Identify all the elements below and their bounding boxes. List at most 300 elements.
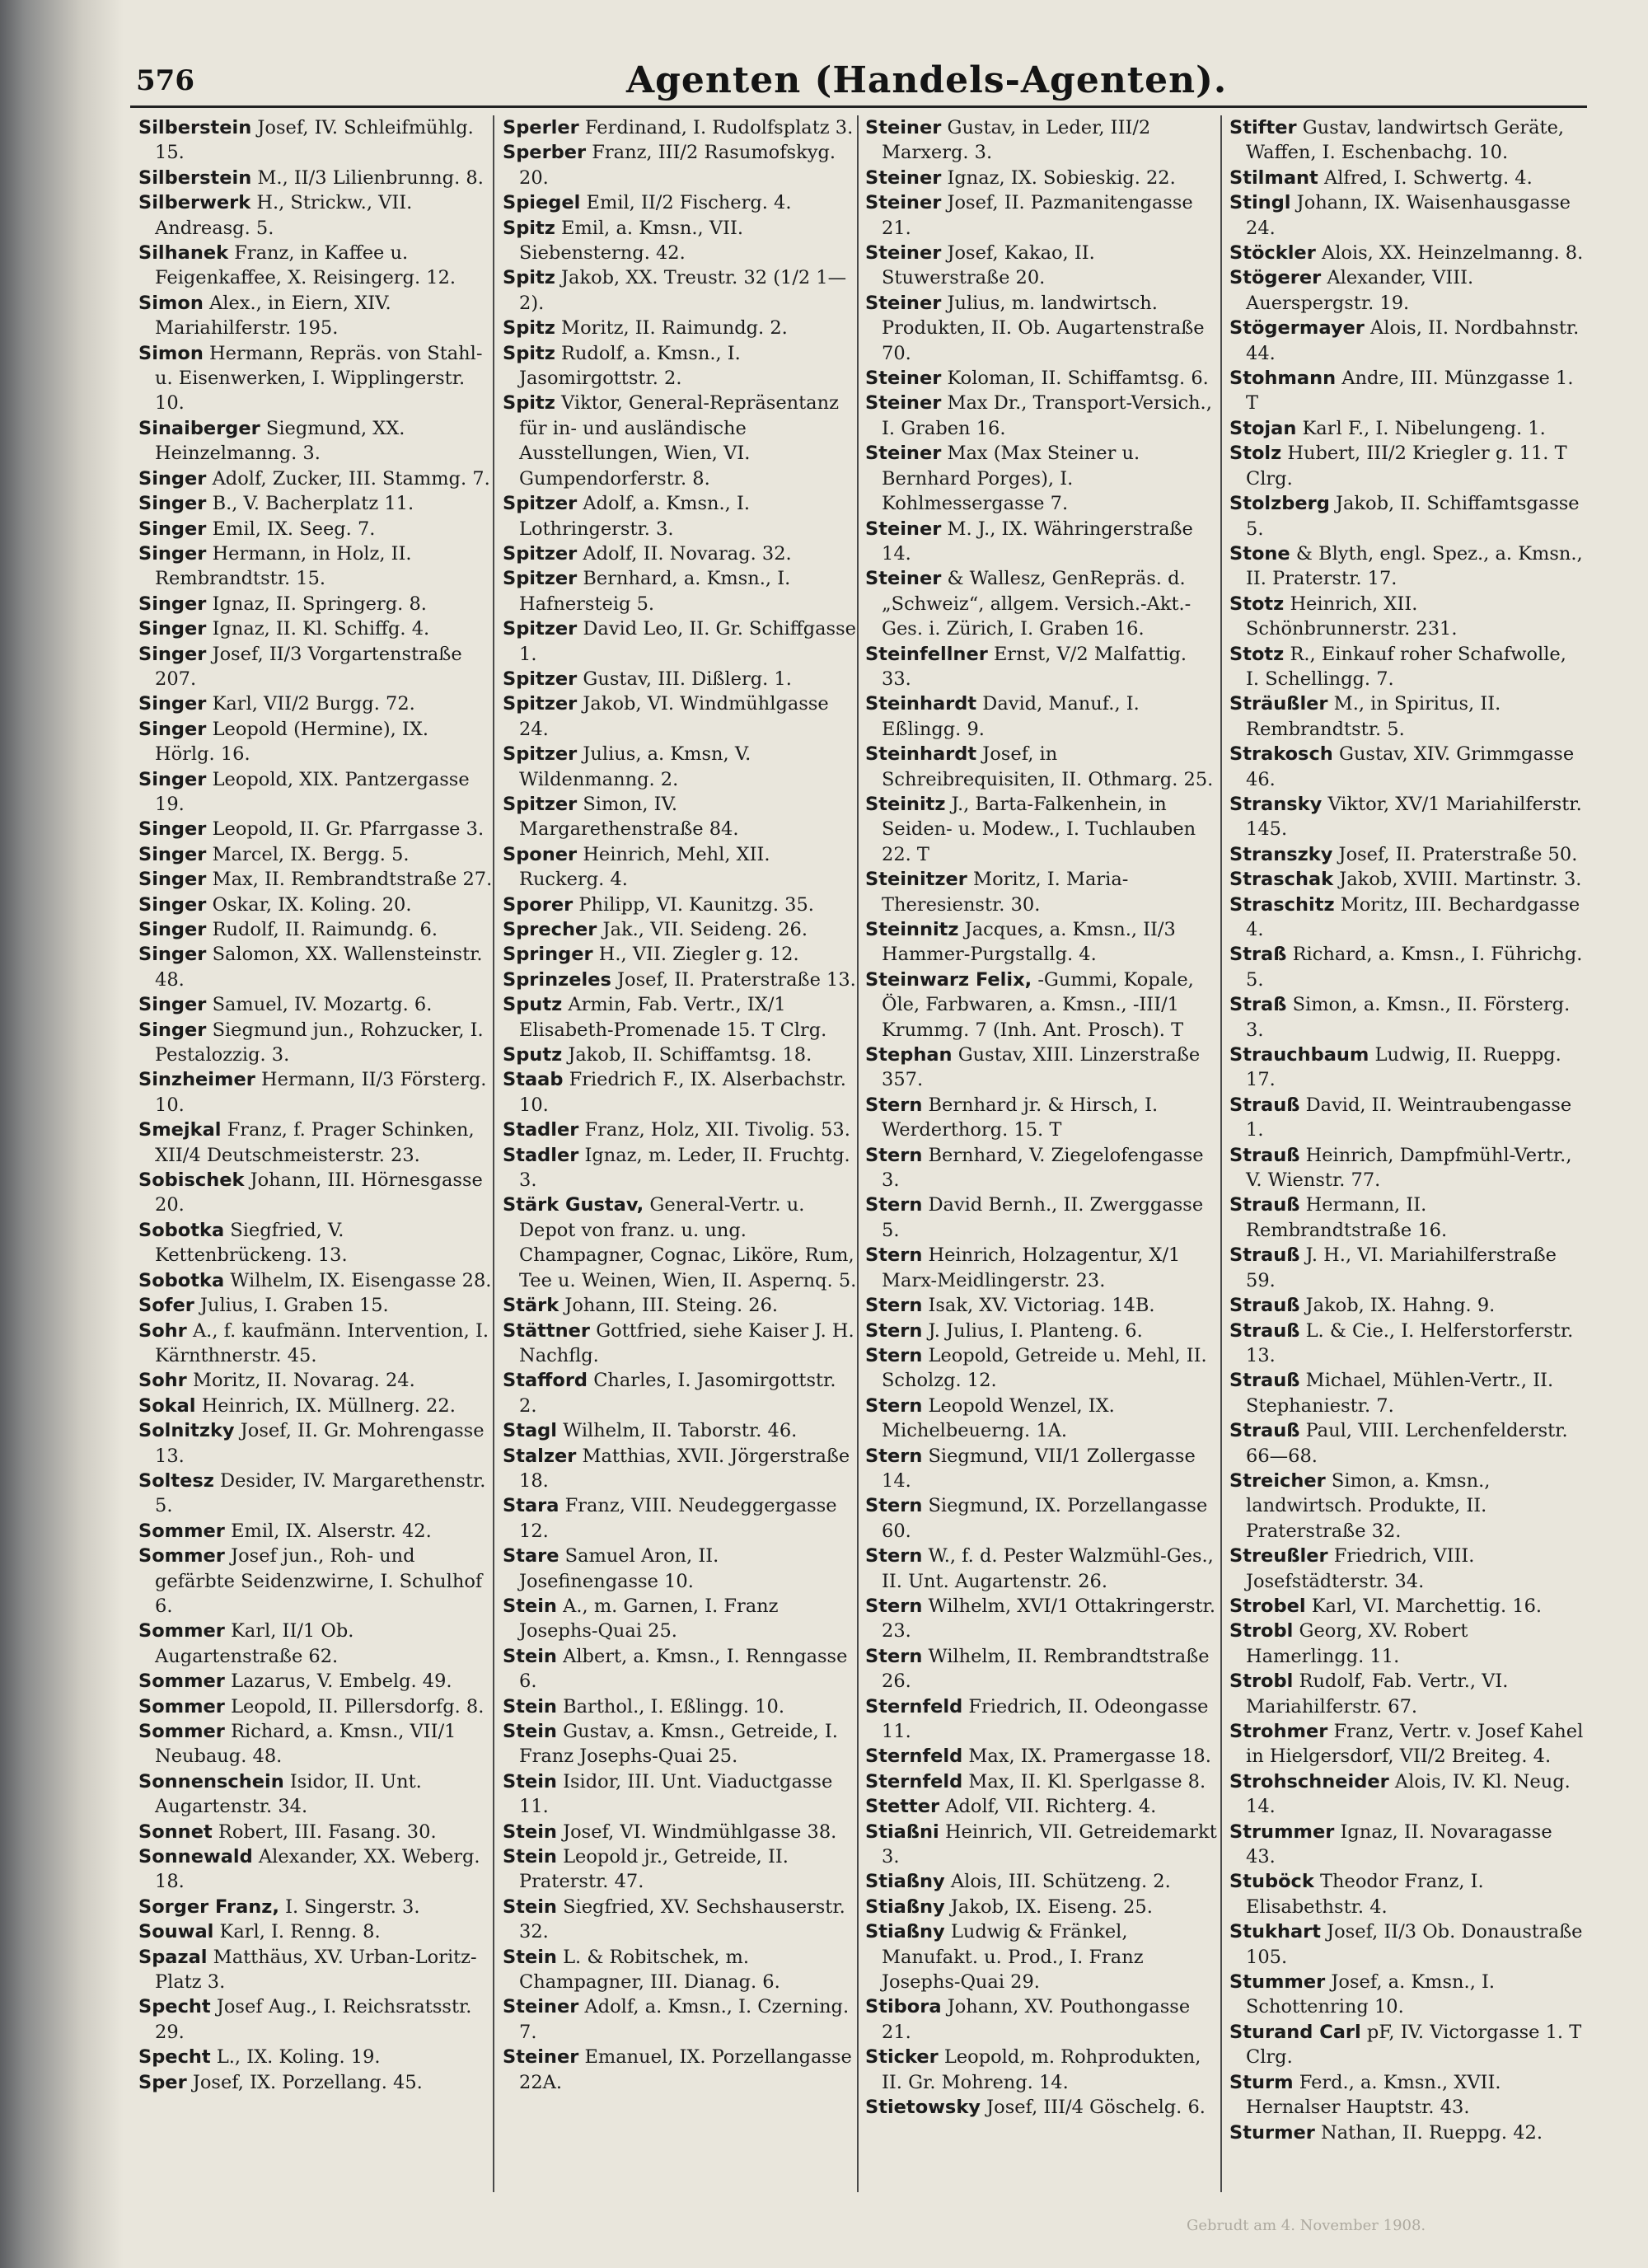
entry-name: Stärk Gustav,: [503, 1194, 644, 1216]
entry-name: Straschitz: [1229, 893, 1335, 916]
directory-entry: [865, 1319, 1220, 1343]
entry-name: Strauß: [1229, 1370, 1300, 1392]
directory-entry: [503, 1319, 857, 1369]
entry-details: Karl, VII/2 Burgg. 72.: [212, 693, 415, 715]
entry-details: Jakob, XVIII. Martinstr. 3.: [1339, 869, 1582, 891]
entry-details: Josef, II. Gr. Mohrengasse 13.: [155, 1420, 485, 1467]
entry-name: Sommer: [138, 1545, 225, 1567]
directory-entry: [865, 968, 1220, 1043]
directory-entry: [503, 1895, 857, 1945]
directory-entry: [865, 1343, 1220, 1394]
entry-name: Stingl: [1229, 192, 1291, 214]
entry-details: Max, II. Kl. Sperlgasse 8.: [968, 1770, 1206, 1792]
entry-name: Spazal: [138, 1946, 208, 1968]
entry-details: Rudolf, Fab. Vertr., VI. Mariahilferstr. 67.: [1246, 1671, 1509, 1717]
entry-name: Steiner: [865, 117, 942, 138]
entry-details: Adolf, Zucker, III. Stammg. 7.: [212, 467, 490, 490]
entry-details: Jakob, IX. Eiseng. 25.: [950, 1895, 1153, 1918]
directory-entry: [138, 2045, 493, 2069]
directory-entry: [138, 992, 493, 1017]
entry-name: Singer: [138, 994, 207, 1016]
entry-details: Ludwig, II. Rueppg. 17.: [1246, 1044, 1561, 1091]
directory-entry: [138, 817, 493, 841]
entry-name: Sobotka: [138, 1269, 225, 1291]
directory-entry: [138, 416, 493, 466]
directory-entry: [138, 893, 493, 917]
entry-details: Philipp, VI. Kaunitzg. 35.: [578, 893, 814, 916]
entry-details: Moritz, II. Novarag. 24.: [192, 1370, 415, 1392]
directory-entry: [138, 592, 493, 616]
entry-details: Siegmund, IX. Porzellangasse 60.: [882, 1495, 1208, 1542]
entry-details: Adolf, II. Novarag. 32.: [583, 542, 792, 565]
directory-entry: [865, 190, 1220, 241]
entry-name: Strauß: [1229, 1420, 1300, 1442]
entry-details: Moritz, III. Bechardgasse 4.: [1246, 893, 1580, 940]
entry-name: Stohmann: [1229, 368, 1337, 390]
entry-details: Wilhelm, IX. Eisengasse 28.: [230, 1269, 492, 1291]
entry-name: Strauß: [1229, 1094, 1300, 1116]
entry-details: Robert, III. Fasang. 30.: [218, 1820, 437, 1843]
entry-details: Ignaz, IX. Sobieskig. 22.: [947, 166, 1176, 189]
entry-name: Stern: [865, 1094, 923, 1116]
entry-name: Stein: [503, 1595, 557, 1617]
entry-details: Franz, f. Prager Schinken, XII/4 Deutschmeisterstr. 23.: [155, 1119, 475, 1166]
entry-details: Max, IX. Pramergasse 18.: [968, 1746, 1211, 1768]
directory-entry: [138, 1168, 493, 1218]
directory-entry: [865, 1744, 1220, 1769]
directory-entry: [1229, 1418, 1584, 1469]
entry-details: Max, II. Rembrandtstraße 27.: [212, 869, 493, 891]
entry-details: Alois, IV. Kl. Neug. 14.: [1246, 1770, 1571, 1818]
directory-entry: [1229, 166, 1584, 190]
entry-name: Streußler: [1229, 1545, 1328, 1567]
entry-details: Franz, Holz, XII. Tivolig. 53.: [584, 1119, 850, 1141]
entry-details: Ludwig & Fränkel, Manufakt. u. Prod., I. Franz Josephs-Quai 29.: [882, 1921, 1144, 1994]
entry-details: Alois, III. Schützeng. 2.: [950, 1871, 1171, 1893]
directory-entry: [503, 968, 857, 992]
entry-name: Stern: [865, 1295, 923, 1317]
entry-details: Bernhard jr. & Hirsch, I. Werderthorg. 15. T: [882, 1094, 1159, 1141]
directory-entry: [865, 517, 1220, 567]
entry-name: Sturm: [1229, 2071, 1294, 2093]
entry-name: Stuböck: [1229, 1871, 1314, 1893]
entry-name: Streicher: [1229, 1469, 1326, 1492]
directory-entry: [138, 1844, 493, 1895]
entry-details: Emil, a. Kmsn., VII. Siebensterng. 42.: [519, 217, 744, 265]
directory-entry: [865, 2045, 1220, 2095]
directory-entry: [503, 917, 857, 942]
directory-entry: [1229, 265, 1584, 316]
entry-name: Singer: [138, 467, 207, 490]
entry-name: Stern: [865, 1244, 923, 1267]
directory-entry: [865, 1394, 1220, 1444]
entry-details: Jakob, II. Schiffamtsg. 18.: [568, 1044, 812, 1066]
directory-entry: [865, 1493, 1220, 1544]
entry-details: Rudolf, II. Raimundg. 6.: [212, 919, 438, 940]
entry-name: Stögermayer: [1229, 317, 1365, 340]
directory-entry: [138, 1268, 493, 1293]
entry-details: H., VII. Ziegler g. 12.: [598, 944, 799, 966]
entry-details: Jak., VII. Seideng. 26.: [602, 919, 808, 940]
entry-name: Sokal: [138, 1394, 196, 1417]
entry-name: Singer: [138, 919, 207, 940]
directory-entry: [503, 1444, 857, 1494]
entry-details: & Wallesz, GenRepräs. d. „Schweiz“, allgem. Versich.-Akt.-Ges. i. Zürich, I. Graben 16.: [882, 568, 1192, 640]
directory-entry: [138, 1669, 493, 1694]
entry-details: Andre, III. Münzgasse 1. T: [1246, 368, 1574, 415]
entry-name: Strobl: [1229, 1671, 1294, 1693]
directory-entry: [1229, 992, 1584, 1043]
entry-details: Franz, Vertr. v. Josef Kahel in Hielgersdorf, VII/2 Breiteg. 4.: [1246, 1721, 1584, 1768]
directory-entry: [865, 1193, 1220, 1243]
entry-details: Adolf, a. Kmsn., I. Lothringerstr. 3.: [519, 493, 751, 540]
entry-name: Sommer: [138, 1695, 225, 1717]
entry-name: Silberwerk: [138, 192, 251, 214]
entry-name: Spitz: [503, 317, 555, 340]
entry-details: David Bernh., II. Zwerggasse 5.: [882, 1194, 1204, 1241]
directory-entry: [138, 616, 493, 641]
entry-name: Sprecher: [503, 919, 597, 940]
entry-name: Steinfellner: [865, 643, 988, 665]
entry-name: Stern: [865, 1319, 923, 1342]
entry-name: Stärk: [503, 1295, 559, 1317]
directory-entry: [1229, 2120, 1584, 2145]
entry-name: Stibora: [865, 1996, 942, 2018]
directory-entry: [503, 1067, 857, 1118]
entry-name: Stöckler: [1229, 242, 1316, 265]
entry-details: Karl, VI. Marchettig. 16.: [1311, 1595, 1543, 1617]
entry-name: Sommer: [138, 1721, 225, 1742]
entry-details: Franz, in Kaffee u. Feigenkaffee, X. Reisingerg. 12.: [155, 242, 456, 289]
entry-details: Leopold jr., Getreide, II. Praterstr. 47.: [519, 1846, 789, 1893]
entry-details: Josef, II. Praterstraße 50.: [1338, 843, 1578, 865]
entry-details: Emil, II/2 Fischerg. 4.: [586, 192, 792, 214]
directory-entry: [1229, 1043, 1584, 1093]
directory-entry: [503, 1644, 857, 1694]
entry-details: Wilhelm, II. Taborstr. 46.: [563, 1420, 798, 1442]
directory-entry: [138, 1368, 493, 1393]
entry-name: Sohr: [138, 1319, 187, 1342]
entry-details: M. J., IX. Währingerstraße 14.: [882, 518, 1193, 565]
entry-name: Sprinzeles: [503, 968, 611, 991]
directory-entry: [865, 1043, 1220, 1093]
entry-name: Spitz: [503, 217, 555, 239]
entry-name: Stilmant: [1229, 166, 1318, 189]
entry-details: Alois, XX. Heinzelmanng. 8.: [1321, 242, 1584, 265]
entry-details: Siegmund jun., Rohzucker, I. Pestalozzig. 3.: [155, 1019, 484, 1066]
entry-name: Stern: [865, 1645, 923, 1667]
entry-name: Stiaßny: [865, 1921, 945, 1943]
entry-details: Heinrich, Holzagentur, X/1 Marx-Meidlingerstr. 23.: [882, 1244, 1181, 1291]
entry-name: Spitzer: [503, 693, 578, 715]
directory-entry: [1229, 541, 1584, 592]
entry-name: Singer: [138, 944, 207, 966]
directory-entry: [503, 742, 857, 792]
directory-entry: [865, 1143, 1220, 1193]
entry-name: Sommer: [138, 1620, 225, 1642]
entry-name: Stadler: [503, 1144, 579, 1166]
entry-details: Josef, in Schreibrequisiten, II. Othmarg. 25.: [882, 743, 1214, 790]
directory-entry: [1229, 1869, 1584, 1919]
entry-details: B., V. Bacherplatz 11.: [212, 493, 414, 515]
entry-details: Alexander, VIII. Auerspergstr. 19.: [1246, 267, 1474, 314]
entry-details: Karl, I. Renng. 8.: [219, 1921, 381, 1943]
directory-entry: [138, 2070, 493, 2095]
entry-name: Stetter: [865, 1796, 940, 1818]
entry-details: Charles, I. Jasomirgottstr. 2.: [519, 1370, 836, 1417]
directory-entry: [138, 867, 493, 892]
entry-name: Stransky: [1229, 793, 1323, 815]
entry-name: Singer: [138, 693, 207, 715]
directory-entry: [138, 717, 493, 767]
directory-entry: [503, 140, 857, 190]
entry-name: Staab: [503, 1069, 564, 1091]
column-divider: [857, 115, 859, 2192]
entry-name: Stern: [865, 1194, 923, 1216]
directory-entry: [138, 842, 493, 867]
directory-entry: [138, 1619, 493, 1669]
directory-entry: [865, 917, 1220, 968]
entry-details: Hermann, Repräs. von Stahl- u. Eisenwerken, I. Wipplingerstr. 10.: [155, 342, 483, 415]
directory-entry: [138, 1218, 493, 1268]
entry-details: M., in Spiritus, II. Rembrandtstr. 5.: [1246, 693, 1501, 740]
entry-name: Spitz: [503, 267, 555, 289]
directory-entry: [138, 190, 493, 241]
entry-details: Simon, a. Kmsn., landwirtsch. Produkte, II. Praterstraße 32.: [1246, 1469, 1491, 1542]
directory-entry: [865, 1644, 1220, 1694]
entry-details: David Leo, II. Gr. Schiffgasse 1.: [519, 618, 856, 665]
entry-details: Viktor, General-Repräsentanz für in- und ausländische Ausstellungen, Wien, VI. Gumpendorferstr. 8.: [519, 392, 839, 490]
entry-details: Matthias, XVII. Jörgerstraße 18.: [519, 1445, 850, 1492]
entry-name: Spitzer: [503, 793, 578, 815]
entry-name: Smejkal: [138, 1119, 222, 1141]
directory-entry: [503, 265, 857, 316]
entry-name: Sputz: [503, 1044, 563, 1066]
directory-entry: [1229, 1544, 1584, 1594]
entry-details: Adolf, VII. Richterg. 4.: [945, 1796, 1157, 1818]
entry-details: Heinrich, VII. Getreidemarkt 3.: [882, 1820, 1217, 1868]
directory-entry: [865, 291, 1220, 366]
entry-name: Steiner: [865, 166, 942, 189]
directory-entry: [865, 366, 1220, 391]
entry-name: Stein: [503, 1895, 557, 1918]
entry-details: Hermann, II/3 Försterg. 10.: [155, 1069, 487, 1116]
entry-name: Steinhardt: [865, 743, 977, 766]
entry-name: Sonnet: [138, 1820, 213, 1843]
entry-details: Salomon, XX. Wallensteinstr. 48.: [155, 944, 483, 991]
entry-name: Sonnewald: [138, 1846, 253, 1868]
entry-details: & Blyth, engl. Spez., a. Kmsn., II. Praterstr. 17.: [1246, 542, 1583, 590]
entry-details: J. H., VI. Mariahilferstraße 59.: [1246, 1244, 1557, 1291]
directory-entry: [138, 1018, 493, 1068]
entry-name: Steiner: [865, 368, 942, 390]
entry-details: Josef, IV. Schleifmühlg. 15.: [155, 117, 474, 164]
entry-name: Spitzer: [503, 493, 578, 515]
directory-entry: [865, 441, 1220, 516]
directory-entry: [503, 667, 857, 691]
entry-name: Simon: [138, 292, 204, 314]
entry-details: Gustav, in Leder, III/2 Marxerg. 3.: [882, 117, 1151, 164]
entry-details: A., f. kaufmänn. Intervention, I. Kärnthnerstr. 45.: [155, 1319, 489, 1366]
directory-entry: [865, 642, 1220, 692]
entry-name: Stone: [1229, 542, 1290, 565]
directory-entry: [503, 792, 857, 842]
entry-details: Leopold, Getreide u. Mehl, II. Scholzg. 12.: [882, 1344, 1207, 1392]
entry-name: Singer: [138, 542, 207, 565]
directory-entry: [1229, 1368, 1584, 1418]
entry-details: Johann, III. Steing. 26.: [564, 1295, 779, 1317]
entry-name: Strummer: [1229, 1820, 1335, 1843]
entry-name: Stättner: [503, 1319, 591, 1342]
directory-entry: [865, 742, 1220, 792]
entry-name: Stein: [503, 1770, 557, 1792]
entry-details: Karl, II/1 Ob. Augartenstraße 62.: [155, 1620, 354, 1667]
directory-entry: [138, 1544, 493, 1619]
entry-name: Steiner: [865, 242, 942, 265]
entry-details: Heinrich, Mehl, XII. Ruckerg. 4.: [519, 843, 770, 891]
entry-name: Soltesz: [138, 1469, 214, 1492]
entry-name: Steiner: [865, 443, 942, 465]
entry-details: Julius, I. Graben 15.: [199, 1295, 389, 1317]
directory-entry: [138, 541, 493, 592]
entry-name: Sticker: [865, 2046, 939, 2069]
entry-name: Strauchbaum: [1229, 1044, 1369, 1066]
entry-name: Sternfeld: [865, 1695, 963, 1717]
entry-details: Albert, a. Kmsn., I. Renngasse 6.: [519, 1645, 848, 1693]
directory-entry: [1229, 642, 1584, 692]
directory-entry: [865, 1544, 1220, 1594]
column-divider: [493, 115, 494, 2192]
entry-name: Spitzer: [503, 542, 578, 565]
directory-entry: [138, 1118, 493, 1168]
entry-details: Franz, III/2 Rasumofskyg. 20.: [519, 142, 836, 189]
entry-name: Stein: [503, 1695, 557, 1717]
directory-entry: [865, 166, 1220, 190]
directory-entry: [503, 341, 857, 391]
entry-name: Stifter: [1229, 117, 1297, 138]
entry-details: Max (Max Steiner u. Bernhard Porges), I. Kohlmessergasse 7.: [882, 443, 1140, 515]
entry-details: Marcel, IX. Bergg. 5.: [212, 843, 410, 865]
entry-name: Stadler: [503, 1119, 579, 1141]
entry-details: Simon, a. Kmsn., II. Försterg. 3.: [1246, 994, 1571, 1041]
entry-details: Friedrich F., IX. Alserbachstr. 10.: [519, 1069, 846, 1116]
directory-entry: [138, 1418, 493, 1469]
entry-details: Jakob, XX. Treustr. 32 (1/2 1—2).: [519, 267, 847, 314]
directory-entry: [138, 1293, 493, 1318]
directory-entry: [1229, 1319, 1584, 1369]
directory-entry: [1229, 441, 1584, 491]
entry-name: Stiaßny: [865, 1871, 945, 1893]
directory-entry: [138, 917, 493, 942]
directory-entry: [138, 466, 493, 491]
entry-details: Leopold, II. Pillersdorfg. 8.: [231, 1695, 485, 1717]
directory-entry: [1229, 1719, 1584, 1769]
entry-name: Spiegel: [503, 192, 581, 214]
entry-name: Simon: [138, 342, 204, 364]
entry-name: Stein: [503, 1820, 557, 1843]
entry-details: Isidor, III. Unt. Viaductgasse 11.: [519, 1770, 833, 1818]
directory-entry: [138, 1820, 493, 1844]
entry-name: Spitz: [503, 342, 555, 364]
directory-entry: [865, 1694, 1220, 1745]
entry-details: Leopold, XIX. Pantzergasse 19.: [155, 768, 470, 815]
directory-entry: [1229, 1093, 1584, 1143]
entry-name: Straß: [1229, 994, 1287, 1016]
entry-name: Stagl: [503, 1420, 557, 1442]
entry-details: A., m. Garnen, I. Franz Josephs-Quai 25.: [519, 1595, 779, 1642]
directory-entry: [138, 291, 493, 341]
directory-entry: [503, 316, 857, 340]
directory-entry: [503, 216, 857, 266]
entry-details: Adolf, a. Kmsn., I. Czerning. 7.: [519, 1996, 850, 2043]
directory-entry: [503, 992, 857, 1043]
directory-entry: [1229, 1919, 1584, 1970]
directory-entry: [138, 517, 493, 541]
directory-entry: [138, 241, 493, 291]
entry-name: Sponer: [503, 843, 578, 865]
directory-entry: [1229, 1143, 1584, 1193]
entry-details: Moritz, I. Maria-Theresienstr. 30.: [882, 869, 1129, 916]
entry-name: Singer: [138, 718, 207, 740]
directory-entry: [865, 1794, 1220, 1819]
directory-entry: [503, 115, 857, 140]
directory-entry: [503, 1493, 857, 1544]
entry-details: Isidor, II. Unt. Augartenstr. 34.: [155, 1770, 422, 1818]
entry-details: W., f. d. Pester Walzmühl-Ges., II. Unt. Augartenstr. 26.: [882, 1545, 1214, 1592]
entry-name: Steiner: [865, 292, 942, 314]
directory-entry: [1229, 316, 1584, 366]
entry-name: Stare: [503, 1545, 559, 1567]
entry-details: Ignaz, II. Novaragasse 43.: [1246, 1820, 1552, 1868]
entry-details: Josef, III/4 Göschelg. 6.: [986, 2097, 1206, 2119]
directory-entry: [865, 1994, 1220, 2045]
entry-name: Stein: [503, 1645, 557, 1667]
directory-entry: [1229, 491, 1584, 541]
entry-details: Matthäus, XV. Urban-Loritz-Platz 3.: [155, 1946, 477, 1994]
entry-name: Stojan: [1229, 417, 1297, 439]
directory-entry: [503, 1594, 857, 1644]
entry-name: Stern: [865, 1445, 923, 1467]
entry-details: Hermann, II. Rembrandtstraße 16.: [1246, 1194, 1448, 1241]
entry-details: M., II/3 Lilienbrunng. 8.: [257, 166, 484, 189]
entry-details: Leopold, m. Rohprodukten, II. Gr. Mohreng. 14.: [882, 2046, 1201, 2093]
entry-name: Strohschneider: [1229, 1770, 1389, 1792]
directory-entry: [138, 691, 493, 716]
directory-entry: [1229, 2070, 1584, 2120]
entry-details: Paul, VIII. Lerchenfelderstr. 66—68.: [1246, 1420, 1568, 1467]
directory-entry: [1229, 1594, 1584, 1619]
directory-entry: [138, 341, 493, 416]
entry-details: Theodor Franz, I. Elisabethstr. 4.: [1246, 1871, 1484, 1918]
directory-entry: [1229, 1669, 1584, 1719]
entry-name: Stukhart: [1229, 1921, 1321, 1943]
directory-entry: [138, 1769, 493, 1820]
entry-details: Josef, IX. Porzellang. 45.: [192, 2071, 423, 2093]
entry-details: Michael, Mühlen-Vertr., II. Stephaniestr. 7.: [1246, 1370, 1554, 1417]
directory-entry: [1229, 1293, 1584, 1318]
entry-details: J. Julius, I. Planteng. 6.: [928, 1319, 1143, 1342]
directory-entry: [503, 616, 857, 667]
entry-details: Emanuel, IX. Porzellangasse 22A.: [519, 2046, 852, 2093]
entry-name: Sputz: [503, 994, 563, 1016]
entry-details: Emil, IX. Alserstr. 42.: [231, 1520, 432, 1542]
entry-name: Stotz: [1229, 593, 1285, 615]
entry-name: Steiner: [865, 568, 942, 590]
entry-details: Heinrich, XII. Schönbrunnerstr. 231.: [1246, 593, 1458, 640]
entry-name: Singer: [138, 643, 207, 665]
directory-entry: [1229, 842, 1584, 867]
entry-name: Strauß: [1229, 1144, 1300, 1166]
